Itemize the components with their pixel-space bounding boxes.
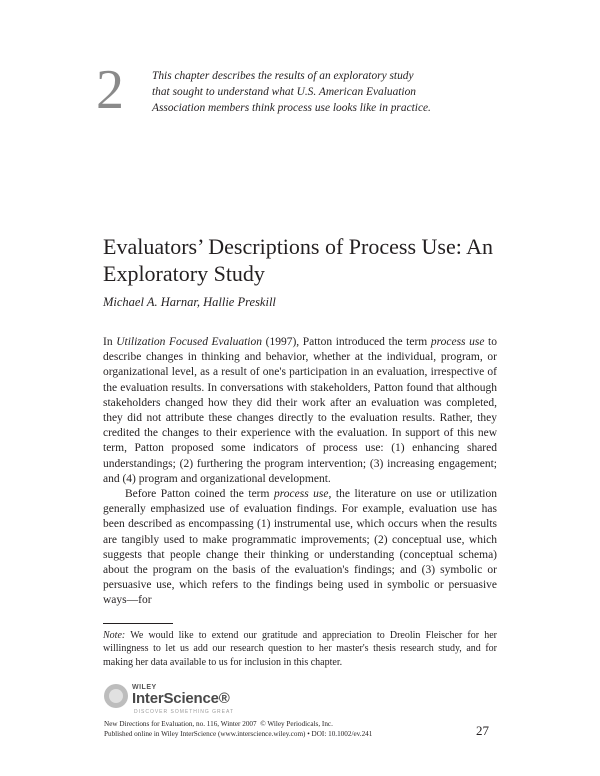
publication-info: New Directions for Evaluation, no. 116, Winter 2007 © Wiley Periodicals, Inc.	[104, 720, 333, 728]
globe-icon	[104, 684, 128, 708]
body-text-run: the literature on use or utilization generally emphasized use of evaluation findings. For example, evaluation use has been described as encompassing (1) instrumental use, which occurs when the results are tangibly used to make programmatic improvements; (2) conceptual use, which suggests that people change their thinking or understanding (conceptual schema) about the program on the basis of the evaluation's findings; and (3) symbolic or persuasive use, which refers to the findings being used in symbolic or persuasive ways—for	[103, 488, 497, 607]
footnote-text: We would like to extend our gratitude and appreciation to Dreolin Fleischer for her willingness to let us add our research question to her master's thesis research study, and for making her data available to us for inclusion in this chapter.	[103, 630, 497, 668]
chapter-abstract: This chapter describes the results of an exploratory study that sought to understand what U.S. American Evaluation Association members think process use looks like in practice.	[152, 70, 431, 114]
logo-wiley-text: WILEY	[132, 684, 157, 691]
body-text-run: (1997), Patton introduced the term	[262, 336, 431, 348]
logo-name-text: InterScience®	[132, 690, 230, 707]
publisher-logo	[104, 684, 254, 720]
article-title: Evaluators’ Descriptions of Process Use: An Exploratory Study	[103, 234, 494, 286]
doi-line: Published online in Wiley InterScience (www.interscience.wiley.com) • DOI: 10.1002/ev.241	[104, 730, 373, 738]
chapter-number: 2	[96, 59, 124, 121]
body-text-run: to describe changes in thinking and behavior, whether at the individual, program, or organizational level, as a result of one's participation in an evaluation, irrespective of the evaluation results. In conversations with stakeholders, Patton found that although stakeholders changed how they did their work after an evaluation was completed, they did not attribute these changes directly to the evaluation results. Rather, they credited the changes to their experience with the evaluation. In support of this new term, Patton proposed some indicators of process use: (1) enhancing shared understandings; (2) furthering the program intervention; (3) increasing engagement; and (4) program and organizational development.	[103, 336, 497, 485]
article-authors: Michael A. Harnar, Hallie Preskill	[103, 295, 276, 309]
footnote-label: Note:	[103, 630, 126, 641]
book-title: Utilization Focused Evaluation	[116, 336, 263, 348]
footnote	[103, 629, 497, 669]
term-emphasis: process use,	[273, 488, 332, 501]
body-paragraph	[103, 335, 497, 487]
footnote-rule	[103, 623, 173, 624]
body-paragraph	[103, 487, 497, 609]
body-text-run: In	[103, 336, 117, 348]
page-number: 27	[476, 723, 489, 738]
article-body	[103, 335, 497, 609]
logo-tagline: DISCOVER SOMETHING GREAT	[134, 709, 235, 715]
term-emphasis: process use	[430, 336, 485, 348]
body-text-run: Before Patton coined the term	[125, 488, 274, 501]
